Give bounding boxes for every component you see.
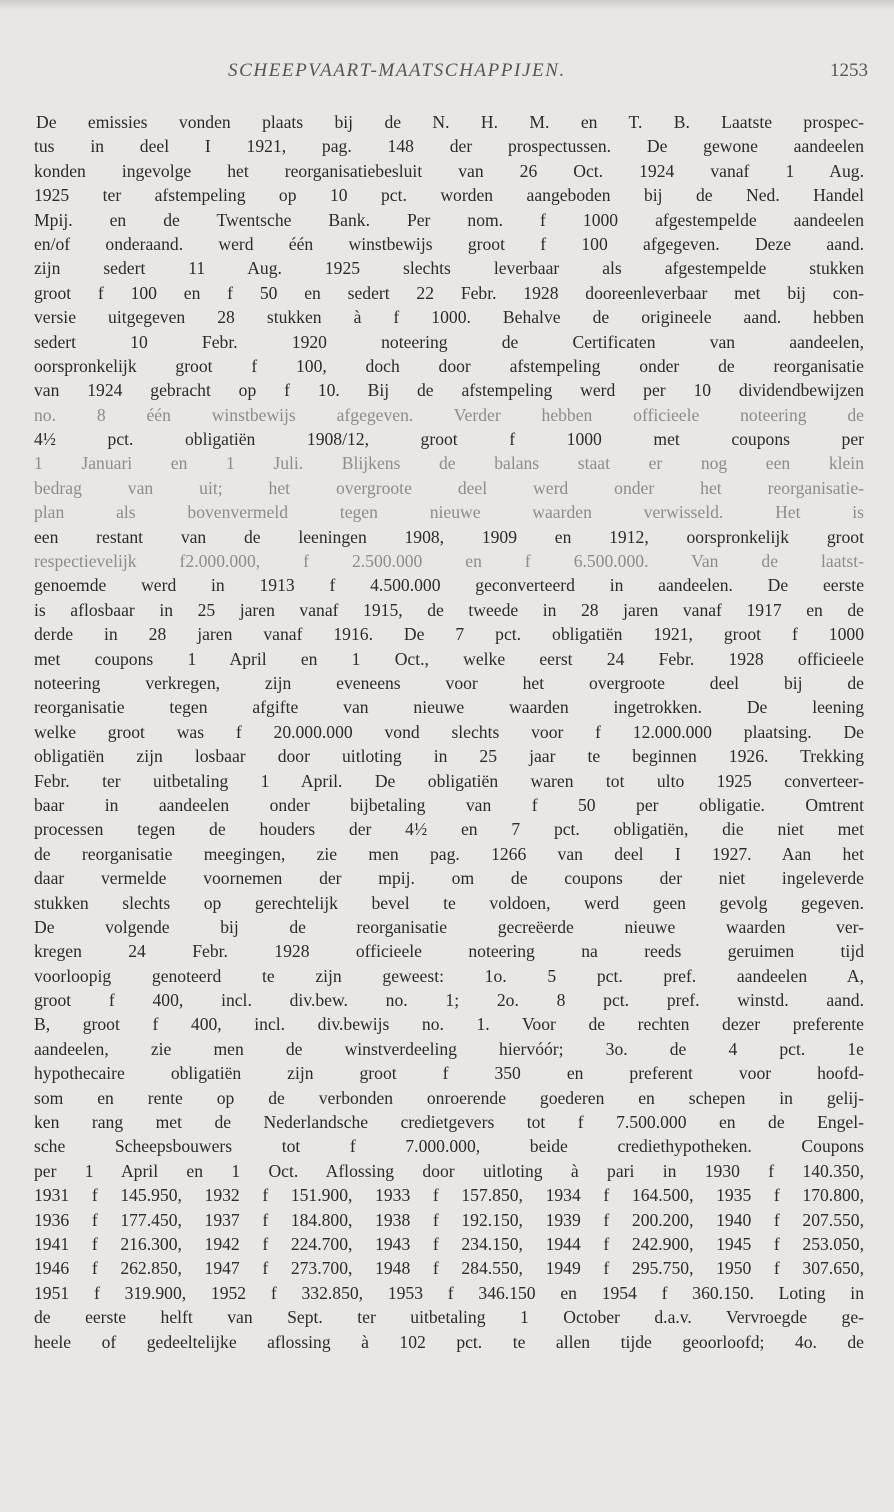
text-line: obligatiën zijn losbaar door uitloting in 25 jaar te beginnen 1926. Trekking [34, 746, 864, 767]
text-line: een restant van de leeningen 1908, 1909 en 1912, oorspronkelijk groot [34, 526, 864, 547]
text-line: bedrag van uit; het overgroote deel werd onder het reorganisatie- [34, 477, 864, 498]
text-line: de reorganisatie meegingen, zie men pag. 1266 van deel I 1927. Aan het [34, 843, 864, 864]
text-line: oorspronkelijk groot f 100, doch door afstempeling onder de reorganisatie [34, 355, 864, 376]
text-line: noteering verkregen, zijn eveneens voor het overgroote deel bij de [34, 672, 864, 693]
text-line: de eerste helft van Sept. ter uitbetaling 1 October d.a.v. Vervroegde ge- [34, 1307, 864, 1328]
text-line: respectievelijk f2.000.000, f 2.500.000 en f 6.500.000. Van de laatst- [34, 551, 864, 572]
text-line: konden ingevolge het reorganisatiebesluit van 26 Oct. 1924 vanaf 1 Aug. [34, 160, 864, 181]
text-line: ken rang met de Nederlandsche credietgevers tot f 7.500.000 en de Engel- [34, 1112, 864, 1133]
text-line: 1925 ter afstempeling op 10 pct. worden aangeboden bij de Ned. Handel [34, 185, 864, 206]
text-line: Febr. ter uitbetaling 1 April. De obligatiën waren tot ulto 1925 converteer- [34, 770, 864, 791]
text-line: 1936 f 177.450, 1937 f 184.800, 1938 f 192.150, 1939 f 200.200, 1940 f 207.550, [34, 1209, 864, 1230]
text-line: stukken slechts op gerechtelijk bevel te voldoen, werd geen gevolg gegeven. [34, 892, 864, 913]
text-line: De emissies vonden plaats bij de N. H. M. en T. B. Laatste prospec- [36, 112, 864, 132]
scan-edge-shadow [0, 0, 894, 10]
text-line: genoemde werd in 1913 f 4.500.000 geconverteerd in aandeelen. De eerste [34, 575, 864, 596]
text-line: 1951 f 319.900, 1952 f 332.850, 1953 f 346.150 en 1954 f 360.150. Loting in [34, 1282, 864, 1303]
text-line: is aflosbaar in 25 jaren vanaf 1915, de tweede in 28 jaren vanaf 1917 en de [34, 599, 864, 620]
text-line: zijn sedert 11 Aug. 1925 slechts leverbaar als afgestempelde stukken [34, 258, 864, 279]
text-line: B, groot f 400, incl. div.bewijs no. 1. Voor de rechten dezer preferente [34, 1014, 864, 1035]
text-line: Mpij. en de Twentsche Bank. Per nom. f 1000 afgestempelde aandeelen [34, 209, 864, 230]
text-line: sedert 10 Febr. 1920 noteering de Certificaten van aandeelen, [34, 331, 864, 352]
text-body [34, 110, 864, 1378]
text-line: derde in 28 jaren vanaf 1916. De 7 pct. obligatiën 1921, groot f 1000 [34, 624, 864, 645]
text-line: sche Scheepsbouwers tot f 7.000.000, beide crediethypotheken. Coupons [34, 1136, 864, 1157]
text-line: De volgende bij de reorganisatie gecreëerde nieuwe waarden ver- [34, 916, 864, 937]
text-line: reorganisatie tegen afgifte van nieuwe waarden ingetrokken. De leening [34, 697, 864, 718]
text-line: kregen 24 Febr. 1928 officieele noteering na reeds geruimen tijd [34, 941, 864, 962]
page-number: 1253 [830, 60, 868, 81]
text-line: som en rente op de verbonden onroerende goederen en schepen in gelij- [34, 1087, 864, 1108]
text-line: 4½ pct. obligatiën 1908/12, groot f 1000 met coupons per [34, 429, 864, 450]
text-line: met coupons 1 April en 1 Oct., welke eerst 24 Febr. 1928 officieele [34, 648, 864, 669]
text-line: aandeelen, zie men de winstverdeeling hiervóór; 3o. de 4 pct. 1e [34, 1038, 864, 1059]
text-line: 1 Januari en 1 Juli. Blijkens de balans staat er nog een klein [34, 453, 864, 474]
text-line: 1946 f 262.850, 1947 f 273.700, 1948 f 284.550, 1949 f 295.750, 1950 f 307.650, [34, 1258, 864, 1279]
text-line: groot f 400, incl. div.bew. no. 1; 2o. 8 pct. pref. winstd. aand. [34, 990, 864, 1011]
text-line: van 1924 gebracht op f 10. Bij de afstempeling werd per 10 dividendbewijzen [34, 380, 864, 401]
text-line: daar vermelde voornemen der mpij. om de coupons der niet ingeleverde [34, 868, 864, 889]
text-line: hypothecaire obligatiën zijn groot f 350 en preferent voor hoofd- [34, 1063, 864, 1084]
text-line: voorloopig genoteerd te zijn geweest: 1o. 5 pct. pref. aandeelen A, [34, 965, 864, 986]
text-line [34, 1354, 864, 1378]
text-line: tus in deel I 1921, pag. 148 der prospectussen. De gewone aandeelen [34, 136, 864, 157]
text-line: baar in aandeelen onder bijbetaling van f 50 per obligatie. Omtrent [34, 794, 864, 815]
running-title: SCHEEPVAART-MAATSCHAPPIJEN. [228, 60, 566, 81]
text-line: plan als bovenvermeld tegen nieuwe waarden verwisseld. Het is [34, 502, 864, 523]
text-line: per 1 April en 1 Oct. Aflossing door uitloting à pari in 1930 f 140.350, [34, 1160, 864, 1181]
text-line: en/of onderaand. werd één winstbewijs groot f 100 afgegeven. Deze aand. [34, 233, 864, 254]
text-line: 1941 f 216.300, 1942 f 224.700, 1943 f 234.150, 1944 f 242.900, 1945 f 253.050, [34, 1233, 864, 1254]
text-line: no. 8 één winstbewijs afgegeven. Verder hebben officieele noteering de [34, 404, 864, 425]
text-line: versie uitgegeven 28 stukken à f 1000. Behalve de origineele aand. hebben [34, 307, 864, 328]
text-line: groot f 100 en f 50 en sedert 22 Febr. 1928 dooreenleverbaar met bij con- [34, 282, 864, 303]
text-line: 1931 f 145.950, 1932 f 151.900, 1933 f 157.850, 1934 f 164.500, 1935 f 170.800, [34, 1185, 864, 1206]
page-header [228, 60, 868, 90]
text-line: welke groot was f 20.000.000 vond slechts voor f 12.000.000 plaatsing. De [34, 721, 864, 742]
text-line: heele of gedeeltelijke aflossing à 102 pct. te allen tijde geoorloofd; 4o. de [34, 1331, 864, 1352]
text-line: processen tegen de houders der 4½ en 7 pct. obligatiën, die niet met [34, 819, 864, 840]
